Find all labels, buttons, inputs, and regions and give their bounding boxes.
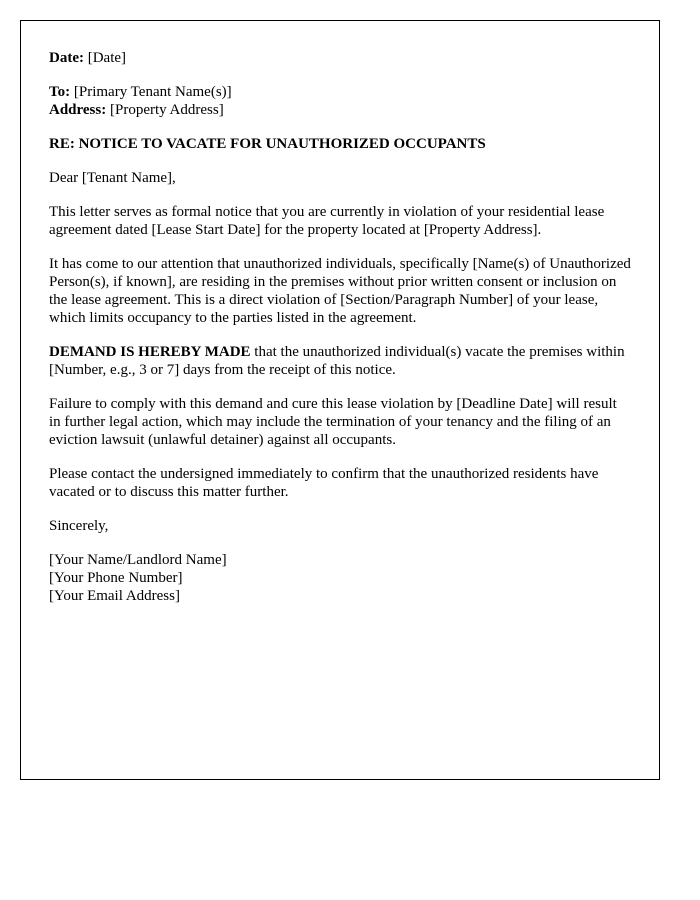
body-paragraph-notice: This letter serves as formal notice that you are currently in violation of your residential lease agreement dated [Lease Start Date] for the property located at [Property Address]. (49, 204, 605, 238)
signature-name: [Your Name/Landlord Name] (49, 552, 227, 568)
body-paragraph-contact: Please contact the undersigned immediately to confirm that the unauthorized residents have vacated or to discuss this matter further. (49, 466, 599, 500)
subject-line: RE: NOTICE TO VACATE FOR UNAUTHORIZED OCCUPANTS (49, 136, 486, 152)
to-value: [Primary Tenant Name(s)] (73, 84, 232, 100)
closing: Sincerely, (49, 518, 109, 534)
signature-block (49, 551, 631, 605)
letter-page (20, 20, 660, 780)
body-paragraph-consequences: Failure to comply with this demand and cure this lease violation by [Deadline Date] will result in further legal action, which may include the termination of your tenancy and the filing of an eviction lawsuit (unlawful detainer) against all occupants. (49, 396, 617, 448)
address-line (49, 101, 631, 119)
signature-phone: [Your Phone Number] (49, 570, 183, 586)
date-line (49, 49, 631, 67)
date-value: [Date] (87, 50, 127, 66)
signature-email: [Your Email Address] (49, 588, 180, 604)
address-value: [Property Address] (109, 102, 224, 118)
recipient-block (49, 83, 631, 119)
salutation: Dear [Tenant Name], (49, 170, 176, 186)
to-label: To: (49, 84, 71, 100)
demand-text: that the unauthorized individual(s) vacate the premises within [Number, e.g., 3 or 7] days from the receipt of this notice. (49, 344, 625, 378)
body-paragraph-violation: It has come to our attention that unauthorized individuals, specifically [Name(s) of Unauthorized Person(s), if known], are residing in the premises without prior written consent or inclusion on the lease agreement. This is a direct violation of [Section/Paragraph Number] of your lease, which limits occupancy to the parties listed in the agreement. (49, 256, 631, 326)
demand-bold-text: DEMAND IS HEREBY MADE (49, 344, 251, 360)
date-label: Date: (49, 50, 84, 66)
address-label: Address: (49, 102, 107, 118)
to-line (49, 83, 631, 101)
body-paragraph-demand (49, 343, 631, 379)
